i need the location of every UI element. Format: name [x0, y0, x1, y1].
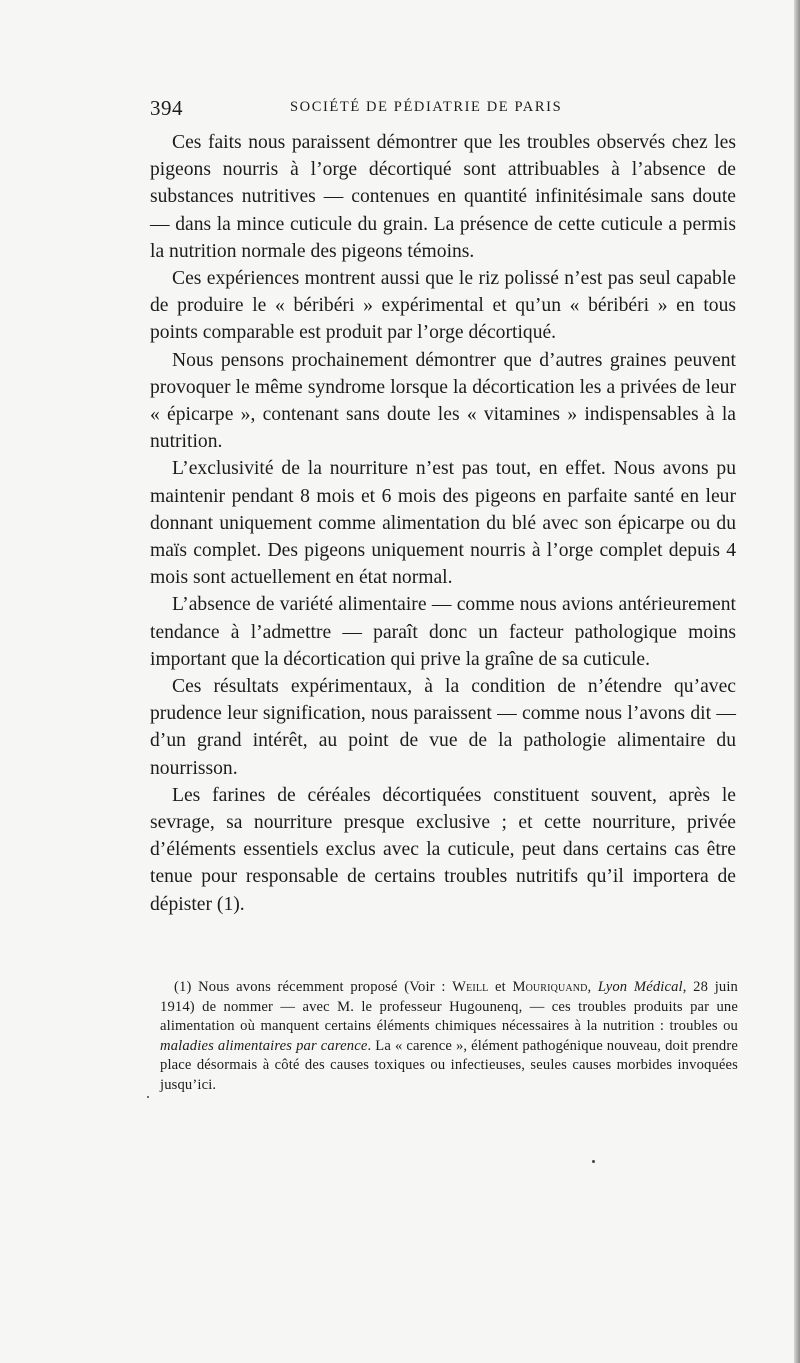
footnote-paragraph [160, 978, 738, 1096]
paragraph-1: Ces faits nous paraissent démontrer que les troubles observés chez les pigeons nourris à l’orge décortiqué sont attribuables à l’absence de substances nutritives — contenues en quantité infinitésimale sans doute — dans la mince cuticule du grain. La présence de cette cuticule a permis la nutrition normale des pigeons témoins. [150, 132, 736, 262]
page-header [150, 96, 736, 120]
footnote-text-4: , 28 juin 1914) de nommer — avec M. le professeur Hugounenq, — ces troubles produits par une alimentation où manquent certains éléments chimiques nécessaires à la nutrition : troubles ou [160, 979, 738, 1035]
footnote [160, 978, 738, 1096]
paragraph-4: L’exclusivité de la nourriture n’est pas tout, en effet. Nous avons pu maintenir pendant 8 mois et 6 mois des pigeons en parfaite santé en leur donnant uniquement comme alimentation du blé avec son épicarpe ou du maïs complet. Des pigeons uniquement nourris à l’orge complet depuis 4 mois sont actuellement en état normal. [150, 458, 736, 589]
footnote-author-mouriquand: Mouriquand [512, 979, 588, 995]
footnote-text-3: , [587, 979, 598, 995]
footnote-author-weill: Weill [452, 979, 489, 995]
paragraph-6: Ces résultats expérimentaux, à la condition de n’étendre qu’avec prudence leur signification, nous paraissent — comme nous l’avons dit — d’un grand intérêt, au point de vue de la pathologie alimentaire du nourrisson. [150, 676, 736, 779]
paragraph-5: L’absence de variété alimentaire — comme nous avions antérieurement tendance à l’admettre — paraît donc un facteur pathologique moins important que la décortication qui prive la graîne de sa cuticule. [150, 594, 736, 670]
print-speck [147, 1096, 149, 1098]
page-number: 394 [150, 96, 183, 120]
footnote-text-5: . La « carence », élément pathogénique nouveau, doit prendre place désormais à côté des causes toxiques ou infectieuses, seules causes morbides invoquées jusqu’ici. [160, 1037, 738, 1093]
footnote-text-2: et [488, 979, 513, 995]
footnote-term: maladies alimentaires par carence [160, 1037, 368, 1054]
paragraph-3: Nous pensons prochainement démontrer que d’autres graines peuvent provoquer le même syndrome lorsque la décortication les a privées de leur « épicarpe », contenant sans doute les « vitamines » indispensables à la nutrition. [150, 349, 736, 453]
running-head: SOCIÉTÉ DE PÉDIATRIE DE PARIS [290, 99, 563, 115]
paragraph-2: Ces expériences montrent aussi que le riz polissé n’est pas seul capable de produire le « béribéri » expérimental et qu’un « béribéri » en tous points comparable est produit par l’orge décortiqué. [150, 268, 736, 344]
main-text [150, 129, 736, 918]
footnote-text-1: (1) Nous avons récemment proposé (Voir : [174, 979, 453, 995]
page-edge-shadow [794, 0, 800, 1363]
footnote-journal: Lyon Médical [597, 979, 683, 995]
print-speck [592, 1160, 595, 1163]
paragraph-7: Les farines de céréales décortiquées constituent souvent, après le sevrage, sa nourriture presque exclusive ; et cette nourriture, privée d’éléments essentiels exclus avec la cuticule, peut dans certains cas être tenue pour responsable de certains troubles nutritifs qu’il importera de dépister (1). [150, 784, 736, 915]
